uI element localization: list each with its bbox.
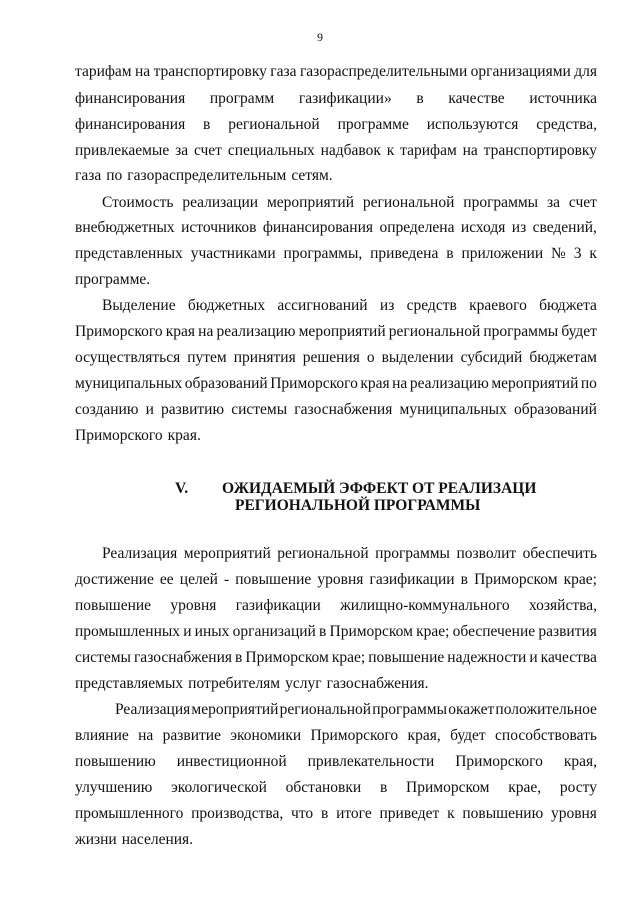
paragraph-line: влияние на развитие экономики Приморского края, будет способствовать bbox=[75, 727, 597, 744]
paragraph-line: Выделение бюджетных ассигнований из средств краевого бюджета bbox=[102, 297, 597, 314]
section-number: V. bbox=[175, 480, 189, 497]
paragraph-line: повышение уровня газификации жилищно-коммунального хозяйства, bbox=[75, 597, 597, 614]
page-number: 9 bbox=[317, 30, 323, 44]
section-title-line-1: ОЖИДАЕМЫЙ ЭФФЕКТ ОТ РЕАЛИЗАЦИ bbox=[222, 480, 537, 497]
paragraph-line: программе. bbox=[75, 271, 151, 288]
paragraph-line: Реализация мероприятий региональной программы окажет положительное bbox=[115, 701, 597, 718]
paragraph-line: финансирования программ газификации» в качестве источника bbox=[75, 90, 597, 107]
paragraph-line: Приморского края на реализацию мероприятий региональной программы будет bbox=[75, 323, 597, 340]
paragraph-line: созданию и развитию системы газоснабжения муниципальных образований bbox=[75, 401, 597, 418]
paragraph-line: промышленного производства, что в итоге приведет к повышению уровня bbox=[75, 805, 597, 822]
paragraph-line: финансирования в региональной программе используются средства, bbox=[75, 116, 597, 133]
paragraph-line: повышению инвестиционной привлекательности Приморского края, bbox=[75, 753, 597, 770]
paragraph-line: привлекаемые за счет специальных надбавок к тарифам на транспортировку bbox=[75, 142, 597, 159]
paragraph-line: представленных участниками программы, приведена в приложении № 3 к bbox=[75, 245, 597, 262]
section-title-line-2: РЕГИОНАЛЬНОЙ ПРОГРАММЫ bbox=[235, 497, 481, 514]
paragraph-line: жизни населения. bbox=[75, 831, 194, 848]
paragraph-line: достижение ее целей - повышение уровня газификации в Приморском крае; bbox=[75, 571, 597, 588]
paragraph-line: промышленных и иных организаций в Приморском крае; обеспечение развития bbox=[75, 623, 597, 640]
paragraph-line: осуществляться путем принятия решения о выделении субсидий бюджетам bbox=[75, 349, 597, 366]
paragraph-line: тарифам на транспортировку газа газораспределительными организациями для bbox=[75, 63, 597, 80]
paragraph-line: представляемых потребителям услуг газоснабжения. bbox=[75, 675, 429, 692]
paragraph-line: Приморского края. bbox=[75, 427, 201, 444]
paragraph-line: улучшению экологической обстановки в Приморском крае, росту bbox=[75, 779, 597, 796]
paragraph-line: Стоимость реализации мероприятий региональной программы за счет bbox=[102, 194, 597, 211]
paragraph-line: системы газоснабжения в Приморском крае; повышение надежности и качества bbox=[75, 649, 597, 666]
paragraph-line: газа по газораспределительным сетям. bbox=[75, 167, 333, 184]
paragraph-line: внебюджетных источников финансирования определена исходя из сведений, bbox=[75, 219, 597, 236]
paragraph-line: муниципальных образований Приморского края на реализацию мероприятий по bbox=[75, 375, 597, 392]
paragraph-line: Реализация мероприятий региональной программы позволит обеспечить bbox=[102, 545, 597, 562]
